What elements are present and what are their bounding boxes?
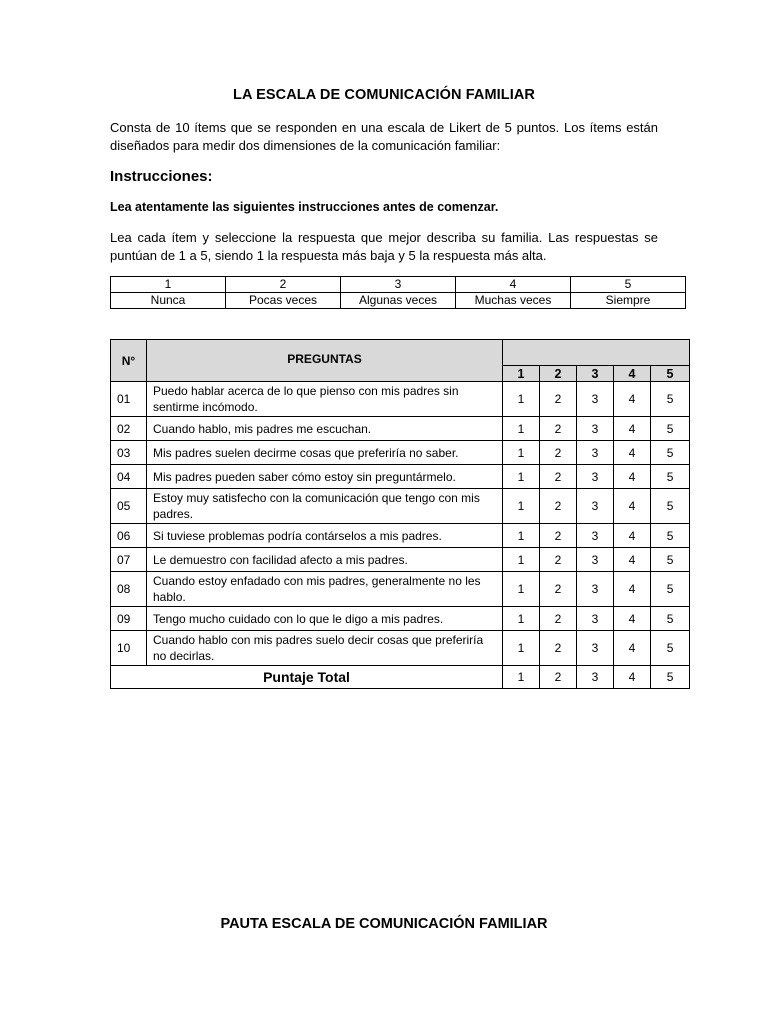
question-number: 02: [111, 417, 147, 441]
answer-option[interactable]: 1: [503, 548, 540, 572]
header-questions: PREGUNTAS: [147, 340, 503, 382]
answer-option[interactable]: 2: [540, 465, 577, 489]
total-option[interactable]: 1: [503, 666, 540, 689]
answer-option[interactable]: 5: [651, 607, 690, 631]
answer-option[interactable]: 1: [503, 417, 540, 441]
answer-option[interactable]: 1: [503, 607, 540, 631]
scale-label: Muchas veces: [456, 293, 571, 309]
answer-option[interactable]: 2: [540, 417, 577, 441]
scale-value: 2: [226, 277, 341, 293]
answer-option[interactable]: 2: [540, 548, 577, 572]
scale-label: Siempre: [571, 293, 686, 309]
table-row: [111, 548, 690, 572]
question-number: 09: [111, 607, 147, 631]
answer-option[interactable]: 3: [577, 631, 614, 666]
answer-option[interactable]: 5: [651, 631, 690, 666]
total-option[interactable]: 4: [614, 666, 651, 689]
table-row: [111, 489, 690, 524]
table-row: [111, 382, 690, 417]
question-number: 08: [111, 572, 147, 607]
instructions-heading: Instrucciones:: [110, 168, 213, 185]
scale-value: 3: [341, 277, 456, 293]
question-number: 04: [111, 465, 147, 489]
header-options-group: [503, 340, 690, 366]
answer-option[interactable]: 2: [540, 524, 577, 548]
question-text: Tengo mucho cuidado con lo que le digo a mis padres.: [147, 607, 503, 631]
answer-option[interactable]: 4: [614, 607, 651, 631]
scale-values-row: [111, 277, 686, 293]
page-title: LA ESCALA DE COMUNICACIÓN FAMILIAR: [233, 87, 535, 103]
questionnaire-table: [110, 339, 690, 689]
question-number: 06: [111, 524, 147, 548]
answer-option[interactable]: 1: [503, 489, 540, 524]
question-text: Cuando hablo con mis padres suelo decir cosas que preferiría no decirlas.: [147, 631, 503, 666]
answer-option[interactable]: 3: [577, 572, 614, 607]
answer-option[interactable]: 4: [614, 548, 651, 572]
answer-option[interactable]: 5: [651, 524, 690, 548]
answer-option[interactable]: 4: [614, 382, 651, 417]
table-row: [111, 607, 690, 631]
answer-option[interactable]: 5: [651, 465, 690, 489]
table-row: [111, 631, 690, 666]
answer-option[interactable]: 1: [503, 441, 540, 465]
answer-option[interactable]: 2: [540, 631, 577, 666]
answer-option[interactable]: 3: [577, 524, 614, 548]
question-text: Si tuviese problemas podría contárselos a mis padres.: [147, 524, 503, 548]
table-row: [111, 524, 690, 548]
answer-option[interactable]: 3: [577, 489, 614, 524]
question-text: Mis padres pueden saber cómo estoy sin preguntármelo.: [147, 465, 503, 489]
table-row: [111, 417, 690, 441]
header-option: 1: [503, 366, 540, 382]
header-option: 4: [614, 366, 651, 382]
total-option[interactable]: 3: [577, 666, 614, 689]
answer-option[interactable]: 4: [614, 417, 651, 441]
questions-body: [111, 382, 690, 666]
answer-option[interactable]: 2: [540, 382, 577, 417]
question-text: Mis padres suelen decirme cosas que preferiría no saber.: [147, 441, 503, 465]
header-option: 2: [540, 366, 577, 382]
answer-option[interactable]: 3: [577, 465, 614, 489]
answer-option[interactable]: 5: [651, 382, 690, 417]
scale-value: 5: [571, 277, 686, 293]
answer-option[interactable]: 2: [540, 572, 577, 607]
question-number: 01: [111, 382, 147, 417]
answer-key-title: PAUTA ESCALA DE COMUNICACIÓN FAMILIAR: [220, 916, 548, 932]
answer-option[interactable]: 3: [577, 548, 614, 572]
answer-option[interactable]: 5: [651, 417, 690, 441]
question-number: 03: [111, 441, 147, 465]
scale-label: Algunas veces: [341, 293, 456, 309]
answer-option[interactable]: 2: [540, 607, 577, 631]
answer-option[interactable]: 4: [614, 524, 651, 548]
scale-value: 4: [456, 277, 571, 293]
answer-option[interactable]: 3: [577, 441, 614, 465]
header-option: 5: [651, 366, 690, 382]
answer-option[interactable]: 3: [577, 382, 614, 417]
scale-label: Pocas veces: [226, 293, 341, 309]
question-number: 05: [111, 489, 147, 524]
table-row: [111, 465, 690, 489]
header-option: 3: [577, 366, 614, 382]
answer-option[interactable]: 4: [614, 572, 651, 607]
answer-option[interactable]: 1: [503, 465, 540, 489]
answer-option[interactable]: 4: [614, 441, 651, 465]
table-row: [111, 572, 690, 607]
answer-option[interactable]: 3: [577, 607, 614, 631]
total-row: [111, 666, 690, 689]
question-text: Puedo hablar acerca de lo que pienso con mis padres sin sentirme incómodo.: [147, 382, 503, 417]
total-option[interactable]: 5: [651, 666, 690, 689]
answer-option[interactable]: 1: [503, 524, 540, 548]
answer-option[interactable]: 3: [577, 417, 614, 441]
answer-option[interactable]: 2: [540, 441, 577, 465]
table-header-row: [111, 340, 690, 366]
answer-option[interactable]: 5: [651, 572, 690, 607]
intro-paragraph: Consta de 10 ítems que se responden en una escala de Likert de 5 puntos. Los ítems están diseñados para medir dos dimensiones de la comunicación familiar:: [110, 120, 658, 153]
total-option[interactable]: 2: [540, 666, 577, 689]
header-number: N°: [111, 340, 147, 382]
question-number: 10: [111, 631, 147, 666]
answer-option[interactable]: 4: [614, 489, 651, 524]
scale-value: 1: [111, 277, 226, 293]
answer-option[interactable]: 4: [614, 631, 651, 666]
question-text: Le demuestro con facilidad afecto a mis padres.: [147, 548, 503, 572]
table-row: [111, 441, 690, 465]
question-text: Cuando hablo, mis padres me escuchan.: [147, 417, 503, 441]
scale-labels-row: [111, 293, 686, 309]
answer-option[interactable]: 5: [651, 548, 690, 572]
scale-label: Nunca: [111, 293, 226, 309]
instructions-warning: Lea atentamente las siguientes instrucciones antes de comenzar.: [110, 200, 499, 214]
answer-option[interactable]: 1: [503, 572, 540, 607]
instructions-paragraph: Lea cada ítem y seleccione la respuesta que mejor describa su familia. Las respuestas se puntúan de 1 a 5, siendo 1 la respuesta más baja y 5 la respuesta más alta.: [110, 230, 658, 263]
answer-option[interactable]: 2: [540, 489, 577, 524]
question-text: Estoy muy satisfecho con la comunicación que tengo con mis padres.: [147, 489, 503, 524]
question-number: 07: [111, 548, 147, 572]
question-text: Cuando estoy enfadado con mis padres, generalmente no les hablo.: [147, 572, 503, 607]
answer-option[interactable]: 5: [651, 441, 690, 465]
likert-scale-table: [110, 276, 686, 309]
answer-option[interactable]: 1: [503, 382, 540, 417]
answer-option[interactable]: 1: [503, 631, 540, 666]
answer-option[interactable]: 4: [614, 465, 651, 489]
total-label: Puntaje Total: [111, 666, 503, 689]
answer-option[interactable]: 5: [651, 489, 690, 524]
